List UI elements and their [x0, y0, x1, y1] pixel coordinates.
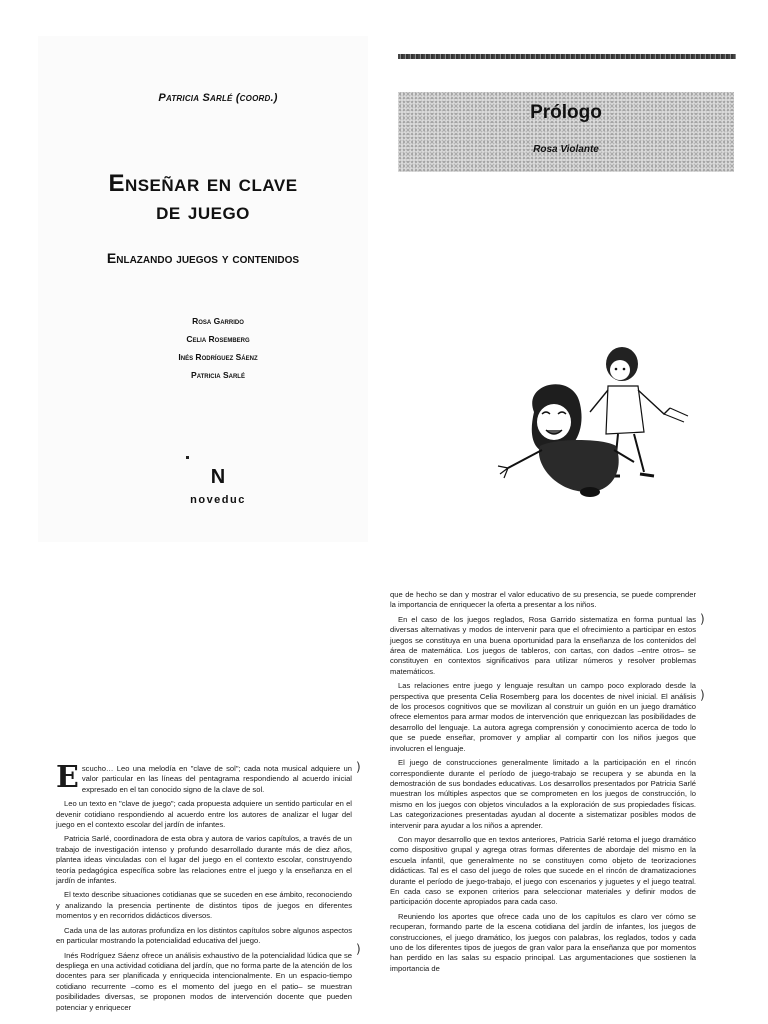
- author-name: Patricia Sarlé: [191, 370, 245, 380]
- publisher-logo-icon: N: [210, 466, 226, 488]
- paragraph: Con mayor desarrollo que en textos anteriores, Patricia Sarlé retoma el juego dramático como dispositivo grupal y agrega otras formas diferentes de abordaje del mismo en la escuela infantil, que generalmente no se constituyen como objeto de teorizaciones didácticas. Tal es el caso del juego de roles que sucede en el rincón de dramatizaciones durante el período de juego-trabajo, el juego con escenarios y juguetes y el juego teatral. En cada caso se exponen criterios para seleccionar materiales y definir modos de participación docente apropiados para cada caso.: [390, 834, 696, 907]
- paragraph-text: scucho… Leo una melodía en "clave de sol"; cada nota musical adquiere un valor particular en las líneas del pentagrama respondiendo al acuerdo inicial expresado en el tan conocido signo de la clave de sol.: [81, 764, 352, 794]
- paragraph: que de hecho se dan y mostrar el valor educativo de su presencia, se puede comprender la importancia de enriquecer la oferta a presentar a los niños.: [390, 590, 696, 610]
- margin-bracket-mark: ): [700, 688, 705, 702]
- prologue-header-box: [398, 92, 734, 172]
- paragraph: Reuniendo los aportes que ofrece cada uno de los capítulos es claro ver cómo se recuperan, formando parte de la escena cotidiana del jardín de infantes, los juegos de construcciones, el juego dramático, los juegos con palabras, los reglados, todos y cada uno de los diferentes tipos de juegos de gran valor para la enseñanza que por momentos han perdido en las salas su espacio principal. Las argumentaciones que sostienen la importancia de: [390, 911, 696, 973]
- margin-bracket-mark: ): [356, 760, 361, 774]
- margin-bracket-mark: ): [356, 942, 361, 956]
- right-text-column: [390, 590, 696, 978]
- drop-cap: E: [56, 760, 79, 795]
- paragraph: [56, 760, 352, 795]
- author-name: Rosa Garrido: [192, 316, 244, 326]
- paragraph: Inés Rodríguez Sáenz ofrece un análisis exhaustivo de la potencialidad lúdica que se despliega en una actividad cotidiana del jardín, que no forma parte de la atención de los docentes para ser planificada y enriquecida intencionalmente. En un espacio-tiempo cotidiano recurrente –como es el momento del juego en el patio– se muestran posibilidades diversas, se proponen modos de intervención docente que pueden potenciar y enriquecer: [56, 950, 352, 1012]
- prologue-heading: Prólogo: [530, 102, 602, 123]
- title-page: [38, 36, 368, 542]
- margin-bracket-mark: ): [700, 612, 705, 626]
- header-rule: [398, 54, 736, 59]
- author-name: Inés Rodríguez Sáenz: [178, 352, 258, 362]
- ornament-dot: [186, 456, 189, 459]
- children-playing-illustration: [494, 342, 690, 502]
- book-title-line-1: Enseñar en clave: [108, 170, 298, 197]
- paragraph: En el caso de los juegos reglados, Rosa Garrido sistematiza en forma puntual las diversas alternativas y modos de intervenir para que el ofrecimiento a participar en estos juegos se constituya en una buena oportunidad para la enseñanza de los contenidos del área de matemática. Los juegos de tableros, con cartas, con dados –entre otros– se constituyen en contextos significativos para utilizar números y resolver problemas matemáticos.: [390, 614, 696, 676]
- paragraph: Cada una de las autoras profundiza en los distintos capítulos sobre algunos aspectos en particular mostrando la potencialidad educativa del juego.: [56, 925, 352, 946]
- left-text-column: [56, 760, 352, 1017]
- book-title: [58, 170, 348, 226]
- coordinator-line: Patricia Sarlé (coord.): [158, 92, 278, 104]
- paragraph: El texto describe situaciones cotidianas que se suceden en ese ámbito, reconociendo y analizando la presencia pertinente de distintos tipos de juegos en diferentes momentos y en recorridos didácticos diversos.: [56, 890, 352, 921]
- publisher-name: noveduc: [190, 494, 246, 506]
- prologue-author: Rosa Violante: [533, 144, 599, 155]
- paragraph: El juego de construcciones generalmente limitado a la participación en el rincón correspondiente durante el período de juego-trabajo se recupera y se abunda en la demostración de sus bondades educativas. Los desarrollos presentados por Patricia Sarlé muestran los múltiples aspectos que se comprometen en los juegos de construcción, lo mismo en los juegos con objetos vinculados a la exploración de sus propiedades físicas. Las categorizaciones presentadas ayudan al docente a sistematizar posibles modos de intervenir para ayudar a los niños a aprender.: [390, 758, 696, 830]
- author-list: [108, 312, 328, 384]
- paragraph: Las relaciones entre juego y lenguaje resultan un campo poco explorado desde la perspectiva que presenta Celia Rosemberg para los docentes de nivel inicial. El análisis de los procesos cognitivos que se movilizan al construir un guión en un juego dramático ofrece elementos para armar modos de intervención que enriquezcan las posibilidades de desarrollo del lenguaje. La autora agrega comprensión y conocimiento acerca de todo lo que se puede enseñar, promover y ampliar al compartir con los niños juegos que involucren el lenguaje.: [390, 681, 696, 753]
- book-title-line-2: de juego: [156, 198, 250, 225]
- author-name: Celia Rosemberg: [186, 334, 250, 344]
- book-subtitle: Enlazando juegos y contenidos: [106, 250, 300, 266]
- paragraph: Patricia Sarlé, coordinadora de esta obra y autora de varios capítulos, a través de un trabajo de investigación intenso y profundo desarrollado durante más de diez años, plantea ideas vinculadas con el lugar del juego en el contexto escolar, construyendo teoría pedagógica específica sobre las relaciones entre el juego y la enseñanza en el jardín de infantes.: [56, 834, 352, 886]
- paragraph: Leo un texto en "clave de juego"; cada propuesta adquiere un sentido particular en el devenir cotidiano respondiendo al acuerdo entre los autores de analizar el lugar del juego en el contexto escolar del jardín de infantes.: [56, 799, 352, 830]
